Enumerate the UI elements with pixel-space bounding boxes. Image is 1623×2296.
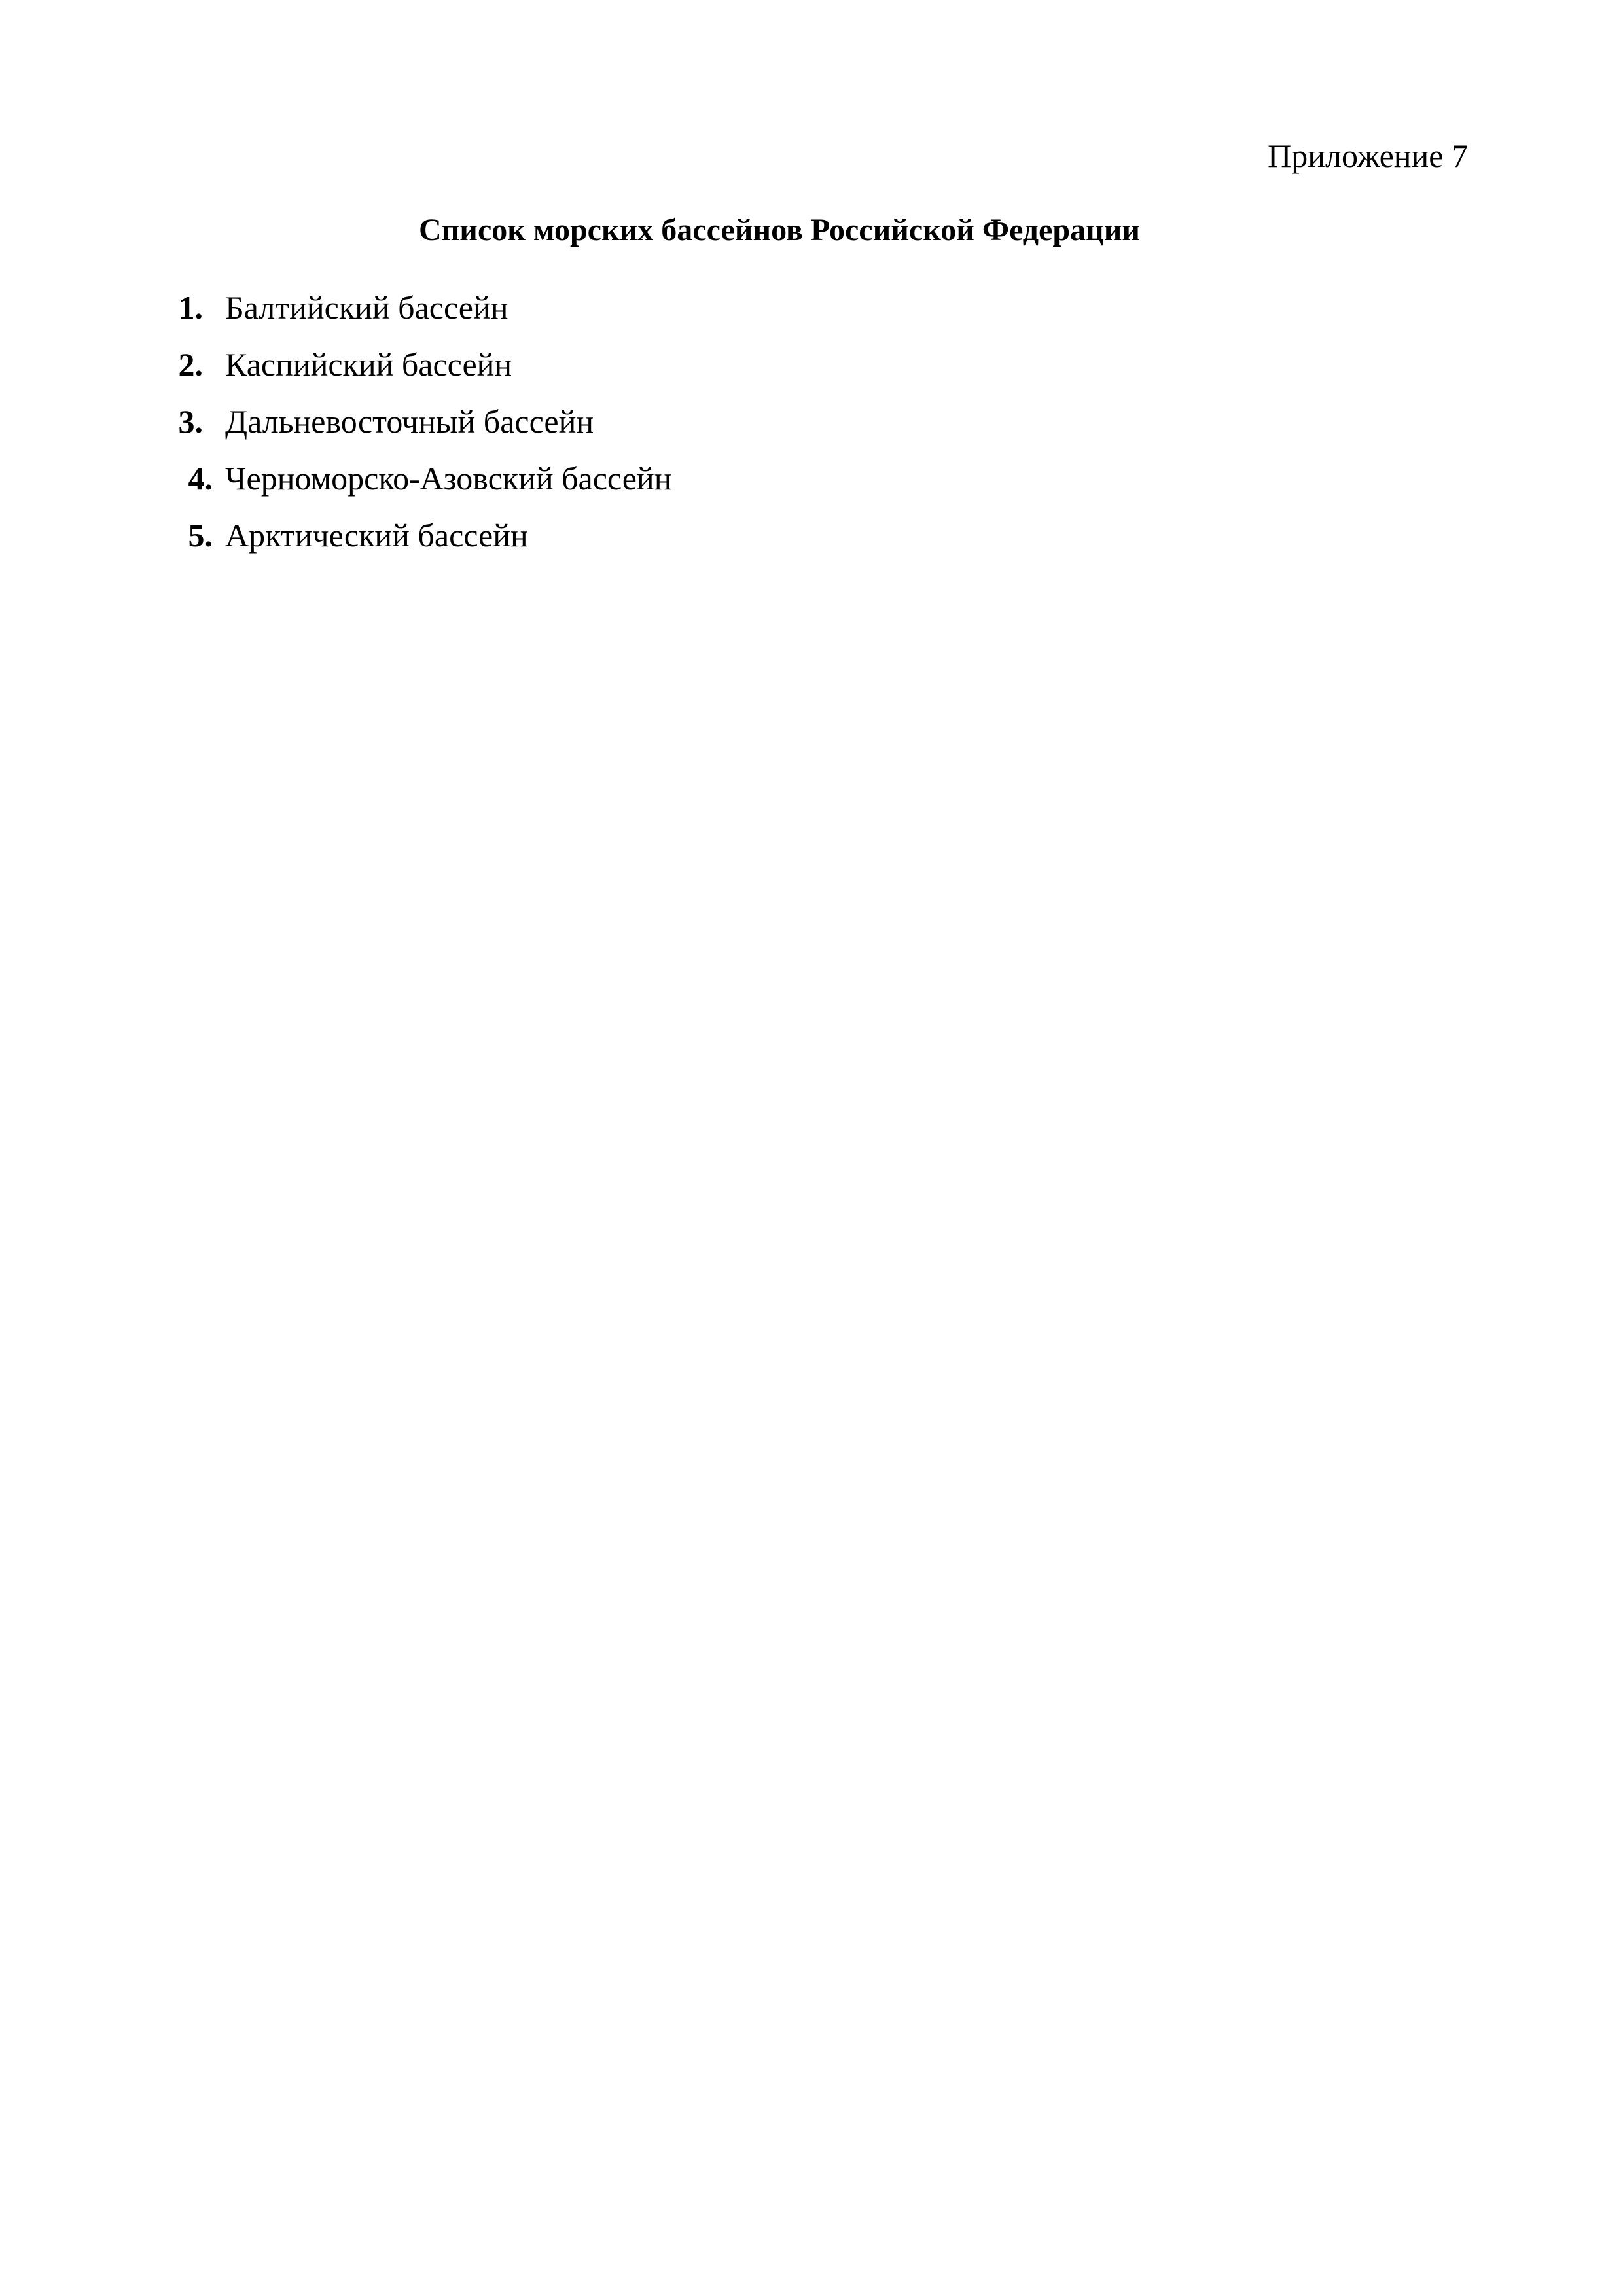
list-item-name: Каспийский бассейн (225, 346, 512, 383)
document-title: Список морских бассейнов Российской Федерации (418, 213, 1141, 247)
list-item-name: Черноморско-Азовский бассейн (225, 460, 672, 497)
list-item-name: Дальневосточный бассейн (225, 403, 594, 440)
list-item-name: Балтийский бассейн (225, 289, 508, 326)
list-item-number: 1. (178, 289, 203, 326)
list-item-number: 3. (178, 403, 203, 440)
list-item-number: 5. (188, 517, 213, 554)
annex-label: Приложение 7 (1268, 137, 1468, 174)
list-item-number: 2. (178, 346, 203, 383)
list-item-name: Арктический бассейн (225, 517, 528, 554)
list-item-number: 4. (188, 460, 213, 497)
